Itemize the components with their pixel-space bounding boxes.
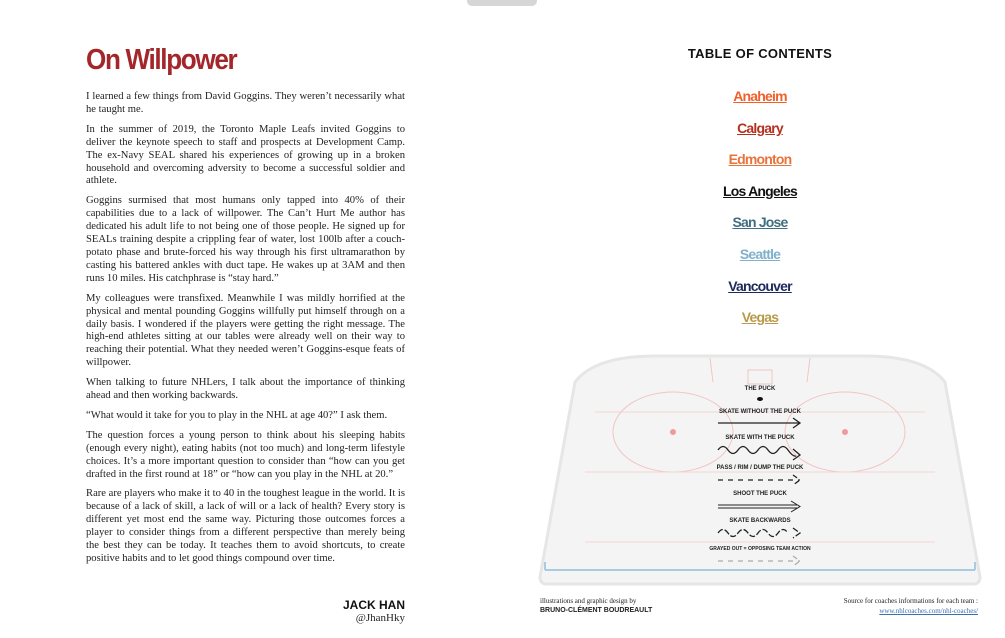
author-name: JACK HAN (342, 598, 405, 612)
article-title: On Willpower (86, 44, 237, 76)
legend-label: SKATE WITHOUT THE PUCK (719, 409, 801, 415)
legend-label: SKATE BACKWARDS (729, 518, 791, 524)
article (86, 44, 405, 573)
paragraph: In the summer of 2019, the Toronto Maple Leafs invited Goggins to deliver the keynote speech to staff and prospects at Development Camp. The ex-Navy SEAL shared his experiences of growing up in a broken household and overcoming adversity to become a successful soldier and athlete. (86, 123, 405, 187)
toc-link-vegas[interactable]: Vegas (741, 309, 779, 326)
table-of-contents (660, 88, 860, 341)
legend-label: THE PUCK (744, 386, 776, 392)
toc-link-edmonton[interactable]: Edmonton (728, 151, 792, 168)
paragraph: The question forces a young person to think about his sleeping habits (enough every night), eating habits (not too much) and long-term lifestyle choices. It’s a more important question to consider than “how can you get drafted in the first round at 18” or “how can you play in the NHL at 20.” (86, 429, 405, 480)
legend-label: GRAYED OUT = OPPOSING TEAM ACTION (709, 546, 811, 552)
legend-label: PASS / RIM / DUMP THE PUCK (716, 465, 804, 471)
credit-line: illustrations and graphic design by (540, 597, 637, 605)
author-block (86, 598, 405, 624)
paragraph: Rare are players who make it to 40 in the toughest league in the world. It is because of a lack of skill, a lack of will or a lack of health? Every story is different yet most end the same way. Picturing those outcomes forces a player to consider things from a different perspective than merely being the best they can be today. It teaches them to avoid shortcuts, to create positive habits and to let good things compound over time. (86, 488, 405, 564)
paragraph: “What would it take for you to play in the NHL at age 40?” I ask them. (86, 409, 388, 421)
credit (540, 597, 652, 614)
source-line: Source for coaches informations for each team : (843, 597, 978, 605)
page-indicator (467, 0, 537, 6)
legend-label: SKATE WITH THE PUCK (725, 435, 795, 441)
toc-link-calgary[interactable]: Calgary (737, 119, 783, 136)
paragraph: My colleagues were transfixed. Meanwhile I was mildly horrified at the physical and mental pounding Goggins willfully put himself through on a daily basis. I wondered if the players were getting the right message. The high-end athletes sitting at our tables were already well on their way to reaching their potential. What they needed weren’t Goggins-esque feats of willpower. (86, 292, 405, 369)
toc-link-vancouver[interactable]: Vancouver (728, 277, 792, 294)
toc-link-seattle[interactable]: Seattle (739, 245, 781, 262)
toc-link-san-jose[interactable]: San Jose (732, 214, 788, 231)
toc-link-los-angeles[interactable]: Los Angeles (723, 182, 797, 199)
paragraph: I learned a few things from David Goggins. They weren’t necessarily what he taught me. (86, 91, 405, 115)
source-link[interactable]: www.nhlcoaches.com/nhl-coaches/ (879, 607, 978, 615)
legend-label: SHOOT THE PUCK (733, 491, 787, 497)
toc-link-anaheim[interactable]: Anaheim (733, 88, 787, 104)
paragraph: Goggins surmised that most humans only tapped into 40% of their capabilities due to a lack of willpower. The Can’t Hurt Me author has dedicated his adult life to not being one of those people. He signed up for SEALs training despite a crippling fear of water, lost 100lb after a couch-potato phase and brute-forced his way through his first ultramarathon by casting his battered ankles with duct tape. He wakes up at 3AM and then runs 10 miles. His catchphrase is “stay hard.” (86, 195, 405, 284)
credit-name: BRUNO-CLÉMENT BOUDREAULT (540, 607, 653, 614)
toc-title: TABLE OF CONTENTS (687, 46, 833, 61)
source (844, 597, 978, 615)
paragraph: When talking to future NHLers, I talk about the importance of thinking ahead and then working backwards. (86, 377, 405, 402)
author-handle: @JhanHky (355, 612, 405, 624)
